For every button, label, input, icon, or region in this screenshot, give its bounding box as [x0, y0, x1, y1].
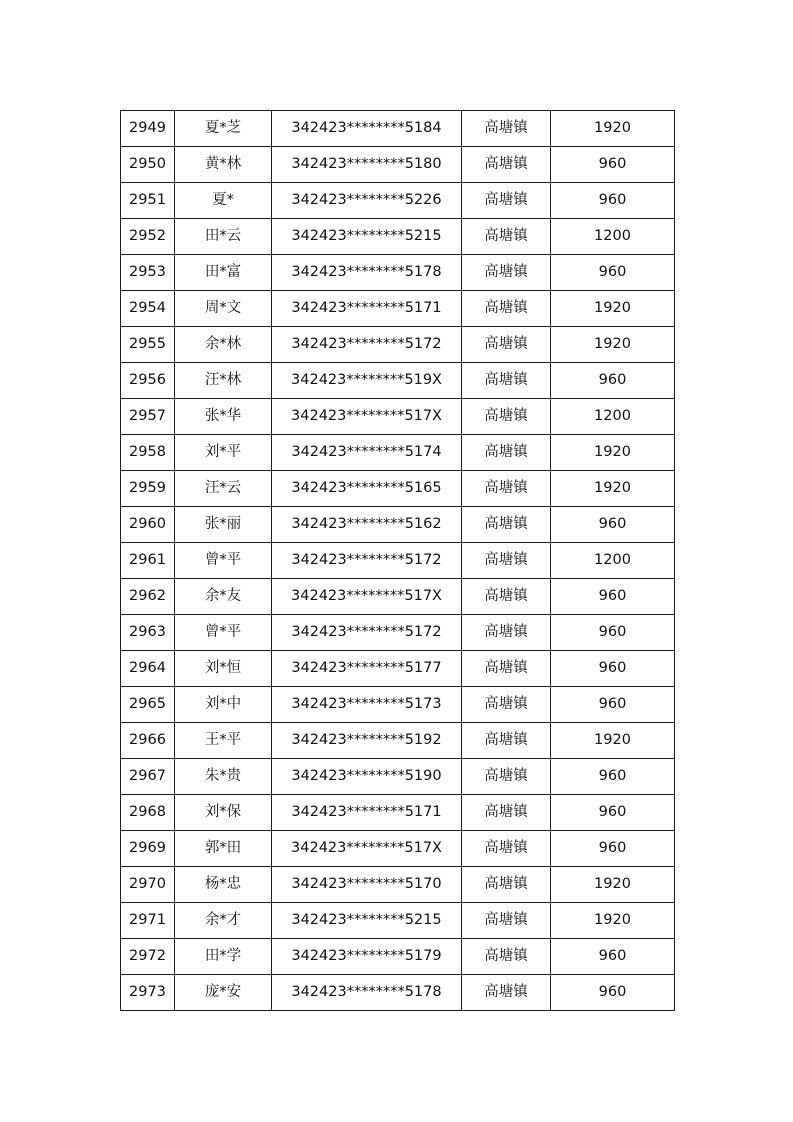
town-name: 高塘镇 [462, 543, 551, 579]
id-number: 342423********5192 [272, 723, 462, 759]
row-number: 2973 [121, 975, 175, 1011]
amount: 960 [551, 975, 675, 1011]
amount: 1920 [551, 435, 675, 471]
amount: 1920 [551, 327, 675, 363]
row-number: 2963 [121, 615, 175, 651]
id-number: 342423********5177 [272, 651, 462, 687]
amount: 1920 [551, 111, 675, 147]
town-name: 高塘镇 [462, 111, 551, 147]
town-name: 高塘镇 [462, 795, 551, 831]
town-name: 高塘镇 [462, 291, 551, 327]
person-name: 刘*恒 [175, 651, 272, 687]
id-number: 342423********5165 [272, 471, 462, 507]
table-row [121, 615, 675, 651]
town-name: 高塘镇 [462, 255, 551, 291]
row-number: 2969 [121, 831, 175, 867]
person-name: 周*文 [175, 291, 272, 327]
person-name: 田*云 [175, 219, 272, 255]
id-number: 342423********5180 [272, 147, 462, 183]
person-name: 刘*中 [175, 687, 272, 723]
town-name: 高塘镇 [462, 219, 551, 255]
table-row [121, 399, 675, 435]
table-row [121, 111, 675, 147]
person-name: 田*学 [175, 939, 272, 975]
table-row [121, 255, 675, 291]
table-row [121, 939, 675, 975]
id-number: 342423********5173 [272, 687, 462, 723]
table-row [121, 435, 675, 471]
table-body [121, 111, 675, 1011]
row-number: 2970 [121, 867, 175, 903]
town-name: 高塘镇 [462, 579, 551, 615]
amount: 960 [551, 759, 675, 795]
amount: 1920 [551, 903, 675, 939]
id-number: 342423********517X [272, 831, 462, 867]
table-row [121, 183, 675, 219]
table-row [121, 975, 675, 1011]
table-row [121, 291, 675, 327]
town-name: 高塘镇 [462, 651, 551, 687]
town-name: 高塘镇 [462, 867, 551, 903]
row-number: 2955 [121, 327, 175, 363]
id-number: 342423********517X [272, 579, 462, 615]
row-number: 2957 [121, 399, 175, 435]
table-row [121, 687, 675, 723]
id-number: 342423********5174 [272, 435, 462, 471]
amount: 1200 [551, 543, 675, 579]
id-number: 342423********5190 [272, 759, 462, 795]
row-number: 2962 [121, 579, 175, 615]
row-number: 2950 [121, 147, 175, 183]
table-row [121, 831, 675, 867]
table-row [121, 579, 675, 615]
id-number: 342423********5184 [272, 111, 462, 147]
table-row [121, 759, 675, 795]
town-name: 高塘镇 [462, 615, 551, 651]
table-row [121, 507, 675, 543]
subsidy-table [120, 110, 675, 1011]
row-number: 2966 [121, 723, 175, 759]
town-name: 高塘镇 [462, 939, 551, 975]
town-name: 高塘镇 [462, 507, 551, 543]
amount: 960 [551, 255, 675, 291]
town-name: 高塘镇 [462, 903, 551, 939]
amount: 960 [551, 147, 675, 183]
town-name: 高塘镇 [462, 831, 551, 867]
id-number: 342423********5172 [272, 615, 462, 651]
person-name: 汪*林 [175, 363, 272, 399]
row-number: 2968 [121, 795, 175, 831]
row-number: 2960 [121, 507, 175, 543]
table-row [121, 795, 675, 831]
person-name: 庞*安 [175, 975, 272, 1011]
table-row [121, 543, 675, 579]
town-name: 高塘镇 [462, 147, 551, 183]
amount: 1920 [551, 723, 675, 759]
amount: 960 [551, 363, 675, 399]
row-number: 2971 [121, 903, 175, 939]
id-number: 342423********5179 [272, 939, 462, 975]
person-name: 刘*平 [175, 435, 272, 471]
row-number: 2967 [121, 759, 175, 795]
person-name: 刘*保 [175, 795, 272, 831]
person-name: 张*华 [175, 399, 272, 435]
person-name: 余*林 [175, 327, 272, 363]
id-number: 342423********5178 [272, 255, 462, 291]
id-number: 342423********5226 [272, 183, 462, 219]
id-number: 342423********5171 [272, 795, 462, 831]
id-number: 342423********5162 [272, 507, 462, 543]
amount: 960 [551, 651, 675, 687]
town-name: 高塘镇 [462, 723, 551, 759]
person-name: 汪*云 [175, 471, 272, 507]
id-number: 342423********519X [272, 363, 462, 399]
row-number: 2951 [121, 183, 175, 219]
amount: 960 [551, 615, 675, 651]
town-name: 高塘镇 [462, 435, 551, 471]
amount: 1920 [551, 867, 675, 903]
town-name: 高塘镇 [462, 687, 551, 723]
amount: 1200 [551, 219, 675, 255]
person-name: 余*友 [175, 579, 272, 615]
table-row [121, 903, 675, 939]
town-name: 高塘镇 [462, 471, 551, 507]
person-name: 田*富 [175, 255, 272, 291]
id-number: 342423********5178 [272, 975, 462, 1011]
table-row [121, 867, 675, 903]
person-name: 张*丽 [175, 507, 272, 543]
amount: 960 [551, 687, 675, 723]
person-name: 朱*贵 [175, 759, 272, 795]
amount: 1920 [551, 291, 675, 327]
id-number: 342423********5171 [272, 291, 462, 327]
amount: 1920 [551, 471, 675, 507]
table-row [121, 363, 675, 399]
id-number: 342423********5215 [272, 219, 462, 255]
town-name: 高塘镇 [462, 399, 551, 435]
town-name: 高塘镇 [462, 759, 551, 795]
id-number: 342423********5172 [272, 543, 462, 579]
town-name: 高塘镇 [462, 183, 551, 219]
amount: 960 [551, 939, 675, 975]
row-number: 2959 [121, 471, 175, 507]
id-number: 342423********5215 [272, 903, 462, 939]
row-number: 2972 [121, 939, 175, 975]
person-name: 郭*田 [175, 831, 272, 867]
row-number: 2952 [121, 219, 175, 255]
amount: 960 [551, 579, 675, 615]
person-name: 王*平 [175, 723, 272, 759]
id-number: 342423********5172 [272, 327, 462, 363]
person-name: 夏*芝 [175, 111, 272, 147]
table-row [121, 327, 675, 363]
person-name: 黄*林 [175, 147, 272, 183]
row-number: 2949 [121, 111, 175, 147]
row-number: 2964 [121, 651, 175, 687]
table-row [121, 147, 675, 183]
id-number: 342423********5170 [272, 867, 462, 903]
person-name: 曾*平 [175, 615, 272, 651]
person-name: 杨*忠 [175, 867, 272, 903]
town-name: 高塘镇 [462, 975, 551, 1011]
row-number: 2954 [121, 291, 175, 327]
amount: 960 [551, 795, 675, 831]
id-number: 342423********517X [272, 399, 462, 435]
row-number: 2961 [121, 543, 175, 579]
person-name: 夏* [175, 183, 272, 219]
row-number: 2956 [121, 363, 175, 399]
table-row [121, 723, 675, 759]
amount: 960 [551, 831, 675, 867]
row-number: 2958 [121, 435, 175, 471]
row-number: 2953 [121, 255, 175, 291]
table-row [121, 219, 675, 255]
amount: 960 [551, 507, 675, 543]
town-name: 高塘镇 [462, 363, 551, 399]
town-name: 高塘镇 [462, 327, 551, 363]
person-name: 余*才 [175, 903, 272, 939]
row-number: 2965 [121, 687, 175, 723]
amount: 960 [551, 183, 675, 219]
person-name: 曾*平 [175, 543, 272, 579]
table-row [121, 471, 675, 507]
table-row [121, 651, 675, 687]
amount: 1200 [551, 399, 675, 435]
